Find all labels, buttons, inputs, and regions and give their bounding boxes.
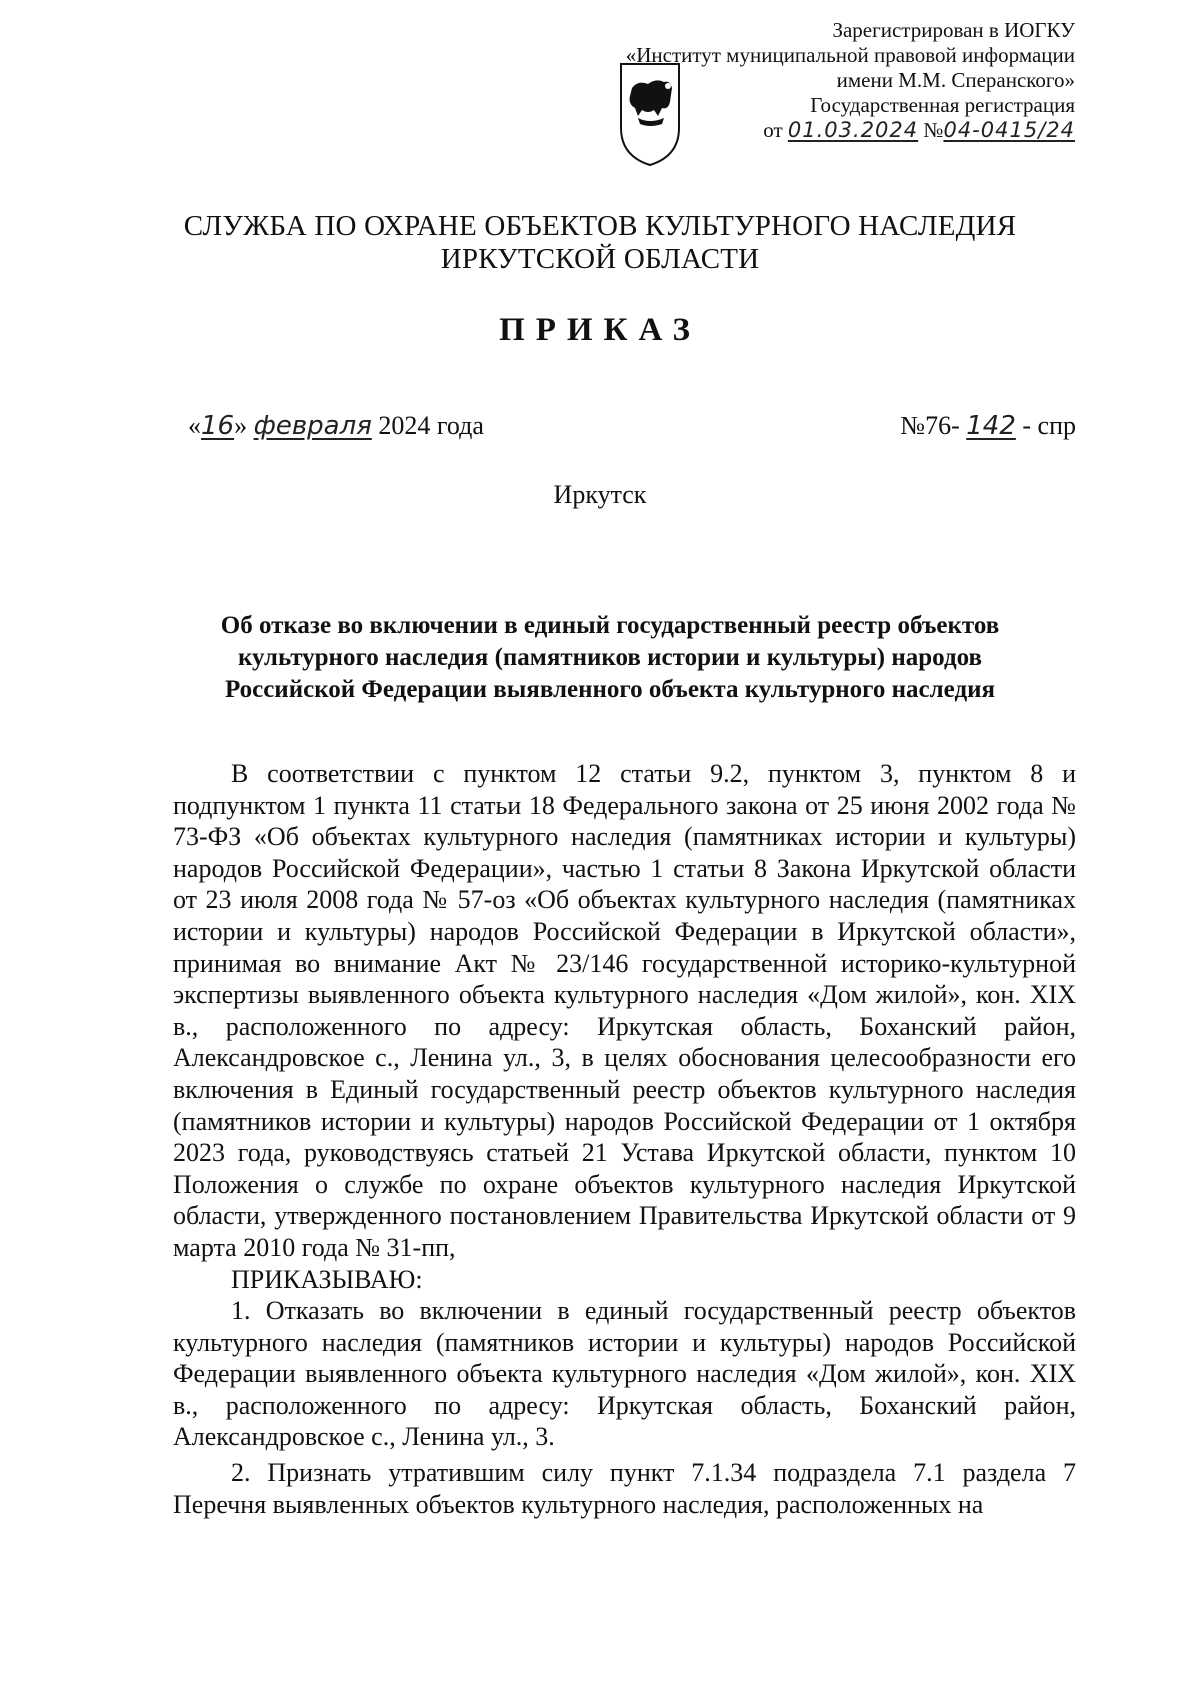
order-item-1: 1. Отказать во включении в единый государственный реестр объектов культурного наследия (памятников истории и культуры) народов Российской Федерации выявленного объекта культурного наследия «Дом жилой», кон. XIX в., расположенного по адресу: Иркутская область, Боханский район, Александровское с., Ленина ул., 3. <box>173 1296 1076 1452</box>
city: Иркутск <box>553 480 647 509</box>
date-day: 16 <box>201 411 235 441</box>
document-title <box>150 610 1070 706</box>
date-month: февраля <box>253 411 372 441</box>
order-item-2: 2. Признать утратившим силу пункт 7.1.34 подраздела 7.1 раздела 7 Перечня выявленных объектов культурного наследия, расположенных на <box>173 1458 1076 1519</box>
number-prefix: №76- <box>900 411 960 440</box>
registration-stamp <box>626 18 1075 143</box>
agency-name <box>0 210 1200 276</box>
registration-date-prefix: от <box>763 118 783 142</box>
date-close-quote: » <box>234 411 248 440</box>
coat-of-arms-icon <box>618 58 682 168</box>
title-line-3: Российской Федерации выявленного объекта культурного наследия <box>224 676 996 703</box>
agency-name-line-1: СЛУЖБА ПО ОХРАНЕ ОБЪЕКТОВ КУЛЬТУРНОГО НАСЛЕДИЯ <box>183 210 1017 242</box>
order-date <box>188 411 484 441</box>
document-body <box>173 758 1076 1520</box>
registration-line-4: Государственная регистрация <box>810 93 1075 117</box>
registration-line-1: Зарегистрирован в ИОГКУ <box>832 18 1075 42</box>
registration-date-number-line <box>626 118 1075 143</box>
agency-name-line-2: ИРКУТСКОЙ ОБЛАСТИ <box>440 243 760 275</box>
date-year: 2024 года <box>378 411 484 440</box>
order-number <box>900 411 1076 441</box>
preamble-paragraph: В соответствии с пунктом 12 статьи 9.2, пунктом 3, пунктом 8 и подпунктом 1 пункта 11 статьи 18 Федерального закона от 25 июня 2002 года № 73-ФЗ «Об объектах культурного наследия (памятниках истории и культуры) народов Российской Федерации», частью 1 статьи 8 Закона Иркутской области от 23 июля 2008 года № 57-оз «Об объектах культурного наследия (памятниках истории и культуры) народов Российской Федерации в Иркутской области», принимая во внимание Акт № 23/146 государственной историко-культурной экспертизы выявленного объекта культурного наследия «Дом жилой», кон. XIX в., расположенного по адресу: Иркутская область, Боханский район, Александровское с., Ленина ул., 3, в целях обоснования целесообразности его включения в Единый государственный реестр объектов культурного наследия (памятников истории и культуры) народов Российской Федерации от 1 октября 2023 года, руководствуясь статьей 21 Устава Иркутской области, пунктом 10 Положения о службе по охране объектов культурного наследия Иркутской области, утвержденного постановлением Правительства Иркутской области от 9 марта 2010 года № 31-пп, <box>173 759 1076 1262</box>
order-word: ПРИКАЗЫВАЮ: <box>231 1264 423 1294</box>
title-line-1: Об отказе во включении в единый государственный реестр объектов <box>220 612 1000 639</box>
title-line-2: культурного наследия (памятников истории и культуры) народов <box>237 644 982 671</box>
document-type: ПРИКАЗ <box>499 312 701 348</box>
registration-number: 04-0415/24 <box>943 118 1075 142</box>
registration-date: 01.03.2024 <box>787 118 919 142</box>
registration-line-3: имени М.М. Сперанского» <box>836 68 1075 92</box>
number-suffix: - спр <box>1022 411 1076 440</box>
date-open-quote: « <box>188 411 201 440</box>
number-value: 142 <box>966 411 1016 441</box>
registration-number-prefix: № <box>923 118 944 142</box>
registration-line-2: «Институт муниципальной правовой информации <box>625 43 1075 67</box>
